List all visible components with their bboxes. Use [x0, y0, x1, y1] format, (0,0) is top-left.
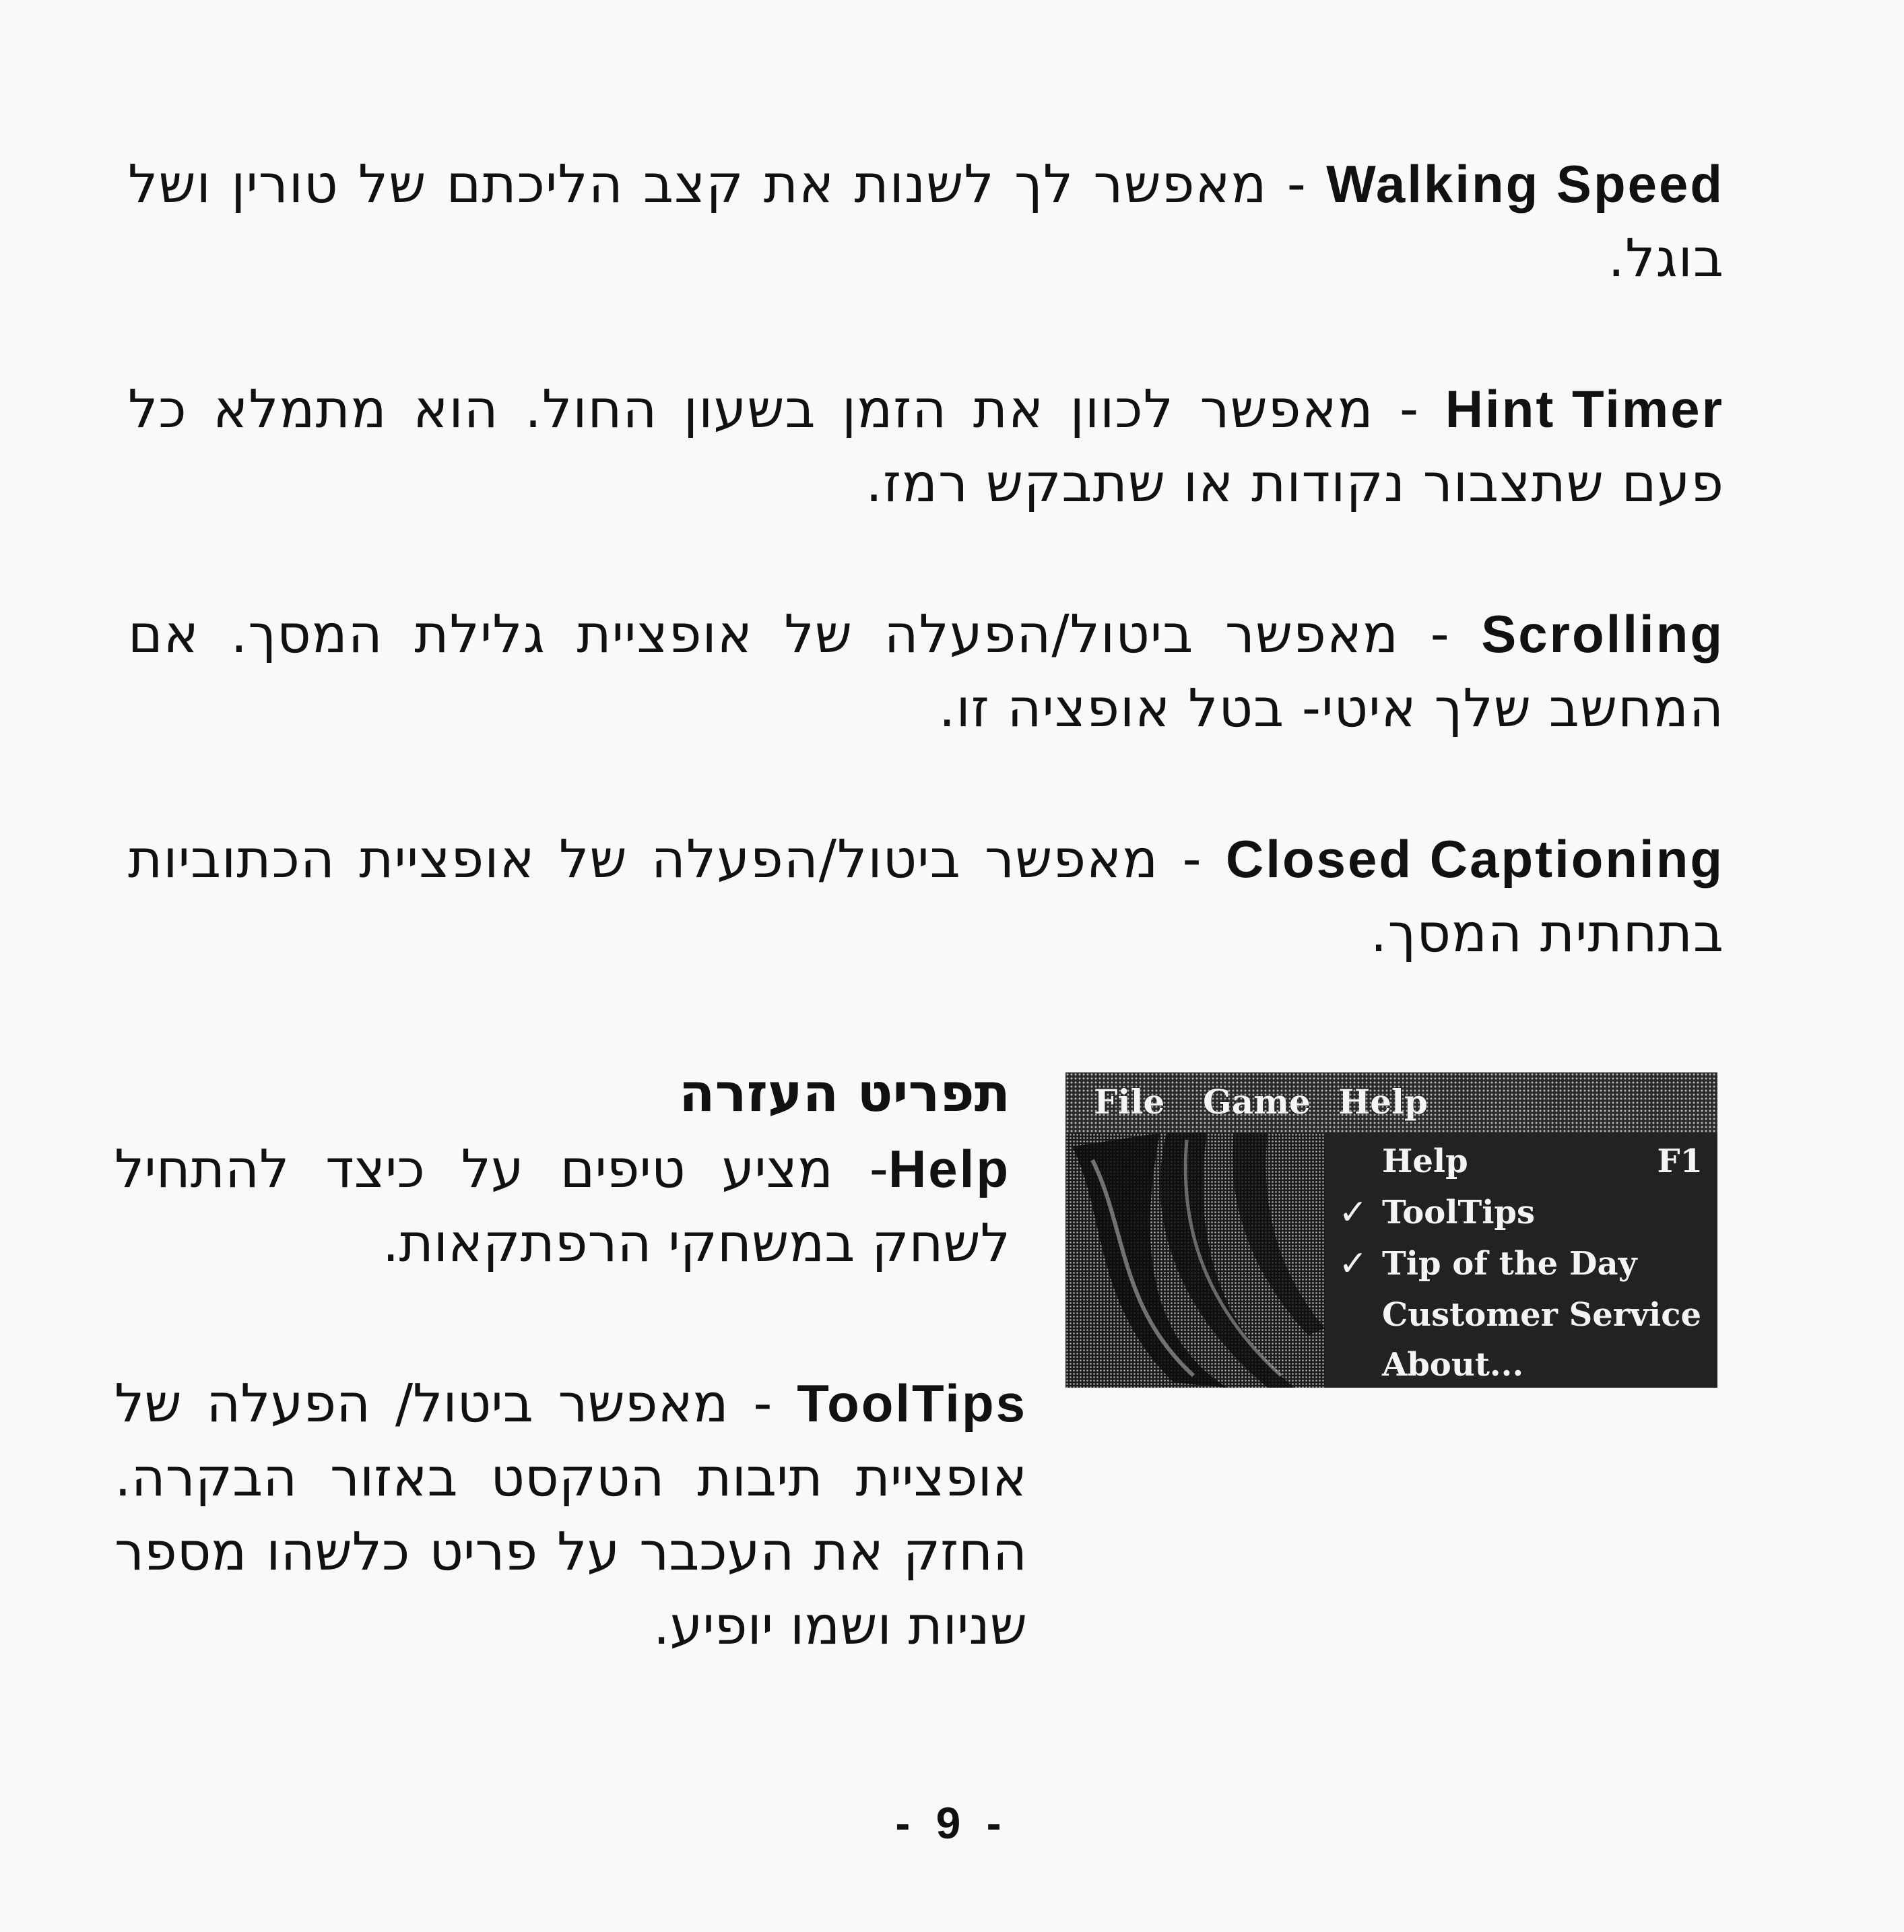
term-tooltips: ToolTips	[797, 1374, 1027, 1433]
menu-bar	[1065, 1072, 1717, 1133]
help-menu-screenshot	[1065, 1072, 1717, 1388]
paragraph-closed-captioning	[128, 822, 1724, 971]
checkmark-icon: ✓	[1338, 1244, 1368, 1284]
term-closed-captioning: Closed Captioning	[1226, 829, 1724, 889]
dropdown-item-shortcut: F1	[1657, 1142, 1703, 1180]
term-scrolling: Scrolling	[1481, 604, 1724, 664]
paragraph-walking-speed	[128, 147, 1724, 296]
page-number: - 9 -	[895, 1798, 1008, 1848]
dropdown-item-label: Tip of the Day	[1382, 1245, 1637, 1283]
paragraph-hint-timer	[128, 372, 1724, 521]
dropdown-item-tooltips[interactable]	[1325, 1187, 1717, 1238]
menu-help[interactable]: Help	[1338, 1082, 1429, 1122]
help-menu-heading: תפריט העזרה	[679, 1063, 1010, 1124]
paragraph-tooltips	[114, 1366, 1027, 1663]
description-tooltips: - מאפשר ביטול/ הפעלה של אופציית תיבות הטקסט באזור הבקרה. החזק את העכבר על פריט כלשהו מספר שניות ושמו יופיע.	[114, 1374, 1027, 1656]
dropdown-item-tip-of-the-day[interactable]	[1325, 1238, 1717, 1289]
paragraph-scrolling	[128, 597, 1724, 746]
menu-game[interactable]: Game	[1203, 1082, 1311, 1122]
checkmark-icon: ✓	[1338, 1192, 1368, 1233]
term-walking-speed: Walking Speed	[1326, 154, 1724, 214]
background-artwork	[1065, 1133, 1325, 1388]
dropdown-item-label: About...	[1382, 1346, 1524, 1384]
description-hint-timer: - מאפשר לכוון את הזמן בשעון החול. הוא מתמלא כל פעם שתצבור נקודות או שתבקש רמז.	[128, 379, 1724, 514]
dropdown-item-help[interactable]	[1325, 1136, 1717, 1187]
term-help: Help	[888, 1139, 1010, 1198]
menu-file[interactable]: File	[1094, 1082, 1165, 1122]
help-dropdown	[1325, 1133, 1717, 1388]
dropdown-item-about[interactable]	[1325, 1339, 1717, 1388]
paragraph-help	[114, 1132, 1010, 1281]
description-scrolling: - מאפשר ביטול/הפעלה של אופציית גלילת המסך. אם המחשב שלך איטי- בטל אופציה זו.	[128, 604, 1724, 739]
description-help: - מציע טיפים על כיצד להתחיל לשחק במשחקי הרפתקאות.	[114, 1139, 1010, 1274]
dropdown-item-label: Help	[1382, 1142, 1468, 1180]
dropdown-item-customer-service[interactable]	[1325, 1289, 1717, 1341]
description-closed-captioning: - מאפשר ביטול/הפעלה של אופציית הכתוביות בתחתית המסך.	[128, 829, 1724, 964]
dropdown-item-label: Customer Service	[1382, 1296, 1702, 1334]
dropdown-item-label: ToolTips	[1382, 1194, 1536, 1231]
term-hint-timer: Hint Timer	[1445, 379, 1724, 439]
description-walking-speed: - מאפשר לך לשנות את קצב הליכתם של טורין ושל בוגל.	[128, 154, 1724, 289]
